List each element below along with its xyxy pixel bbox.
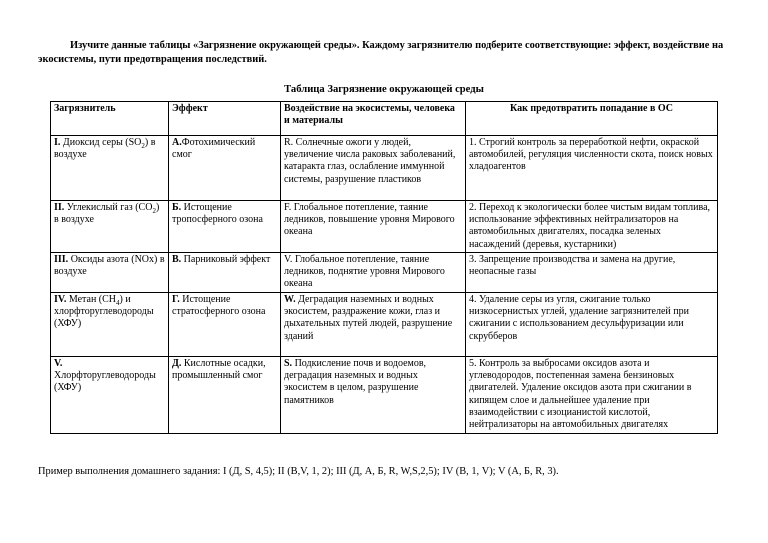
table-header-row xyxy=(51,102,718,136)
pollutant-name: Углекислый газ (CO xyxy=(64,202,153,213)
impact-letter: R. xyxy=(284,137,294,148)
prevention-cell: 2. Переход к экологически более чистым видам топлива, использование эффективных нейтрализаторов на автомобильных двигателях, посадка зеленых насаждений (деревья, кустарники) xyxy=(466,201,718,253)
pollutant-number: V. xyxy=(54,358,63,369)
effect-text: Кислотные осадки, промышленный смог xyxy=(172,358,266,382)
pollutant-subscript: 4 xyxy=(116,299,120,307)
effect-cell xyxy=(169,357,281,434)
header-prevention: Как предотвратить попадание в ОС xyxy=(466,102,718,136)
effect-cell xyxy=(169,293,281,357)
effect-letter: Б. xyxy=(172,202,182,213)
task-instruction: Изучите данные таблицы «Загрязнение окружающей среды». Каждому загрязнителю подберите соответствующие: эффект, воздействие на экосистемы, пути предотвращения последствий. xyxy=(38,40,724,65)
prevention-cell: 4. Удаление серы из угля, сжигание только низкосернистых углей, удаление загрязнителей при сжигании с использованием десульфуризации или скрубберов xyxy=(466,293,718,357)
prevention-cell: 3. Запрещение производства и замена на другие, неопасные газы xyxy=(466,253,718,293)
pollutant-name-end: ) в воздухе xyxy=(54,202,160,226)
pollutant-subscript: 2 xyxy=(152,207,156,215)
effect-cell xyxy=(169,136,281,201)
table-row xyxy=(51,201,718,253)
impact-letter: F. xyxy=(284,202,292,213)
homework-example: Пример выполнения домашнего задания: I (Д, S, 4,5); II (В,V, 1, 2); III (Д, А, Б, R, W,S,2,5); IV (В, 1, V); V (А, Б, R, 3). xyxy=(38,466,559,477)
pollutant-number: I. xyxy=(54,137,61,148)
header-effect: Эффект xyxy=(169,102,281,136)
pollutant-name: Метан (CH xyxy=(66,294,117,305)
prevention-cell: 1. Строгий контроль за переработкой нефти, окраской автомобилей, регуляция численности скота, поиск новых хладоагентов xyxy=(466,136,718,201)
pollutant-name-end: ) в воздухе xyxy=(54,137,156,161)
impact-text: Глобальное потепление, таяние ледников, поднятие уровня Мирового океана xyxy=(284,254,445,290)
impact-letter: V. xyxy=(284,254,293,265)
pollutant-number: III. xyxy=(54,254,69,265)
pollutant-cell xyxy=(51,136,169,201)
impact-text: Подкисление почв и водоемов, деградация наземных и водных экосистем в целом, разрушение памятников xyxy=(284,358,427,406)
pollutant-cell xyxy=(51,357,169,434)
effect-cell xyxy=(169,201,281,253)
pollutant-cell xyxy=(51,253,169,293)
effect-text: Истощение тропосферного озона xyxy=(172,202,263,226)
header-pollutant: Загрязнитель xyxy=(51,102,169,136)
effect-text: Фотохимический смог xyxy=(172,137,256,161)
pollution-table xyxy=(50,101,718,434)
pollutant-name: Хлорфторуглеводороды (ХФУ) xyxy=(54,370,156,394)
impact-letter: S. xyxy=(284,358,293,369)
impact-text: Глобальное потепление, таяние ледников, повышение уровня Мирового океана xyxy=(284,202,455,238)
header-impact: Воздействие на экосистемы, человека и материалы xyxy=(281,102,466,136)
pollutant-name: Диоксид серы (SO xyxy=(60,137,142,148)
impact-cell xyxy=(281,136,466,201)
effect-letter: Д. xyxy=(172,358,182,369)
pollutant-number: II. xyxy=(54,202,65,213)
effect-text: Парниковый эффект xyxy=(181,254,271,265)
pollutant-name: Оксиды азота (NOx) в воздухе xyxy=(54,254,165,278)
impact-cell xyxy=(281,293,466,357)
table-row xyxy=(51,136,718,201)
impact-cell xyxy=(281,201,466,253)
effect-letter: Г. xyxy=(172,294,180,305)
table-row xyxy=(51,357,718,434)
impact-text: Солнечные ожоги у людей, увеличение числа раковых заболеваний, катаракта глаз, ослабление иммунной системы, разрушение пластиков xyxy=(284,137,456,185)
table-caption: Таблица Загрязнение окружающей среды xyxy=(284,84,484,95)
effect-letter: А. xyxy=(172,137,182,148)
pollutant-cell xyxy=(51,201,169,253)
effect-cell xyxy=(169,253,281,293)
pollutant-cell xyxy=(51,293,169,357)
impact-text: Деградация наземных и водных экосистем, раздражение кожи, глаз и дыхательных путей людей, разрушение зданий xyxy=(284,294,453,342)
table-row xyxy=(51,253,718,293)
prevention-cell: 5. Контроль за выбросами оксидов азота и углеводородов, постепенная замена бензиновых двигателей. Удаление оксидов азота при сжигании в кипящем слое и дальнейшее удаление при взаимодействии с изоцианистой кислотой, нейтрализаторы на автомобильных двигателях xyxy=(466,357,718,434)
pollutant-subscript: 2 xyxy=(141,142,145,150)
pollutant-name-end: ) и хлорфторуглеводороды (ХФУ) xyxy=(54,294,154,330)
impact-cell xyxy=(281,253,466,293)
impact-cell xyxy=(281,357,466,434)
pollutant-number: IV. xyxy=(54,294,67,305)
effect-letter: В. xyxy=(172,254,182,265)
effect-text: Истощение стратосферного озона xyxy=(172,294,266,318)
impact-letter: W. xyxy=(284,294,296,305)
table-row xyxy=(51,293,718,357)
